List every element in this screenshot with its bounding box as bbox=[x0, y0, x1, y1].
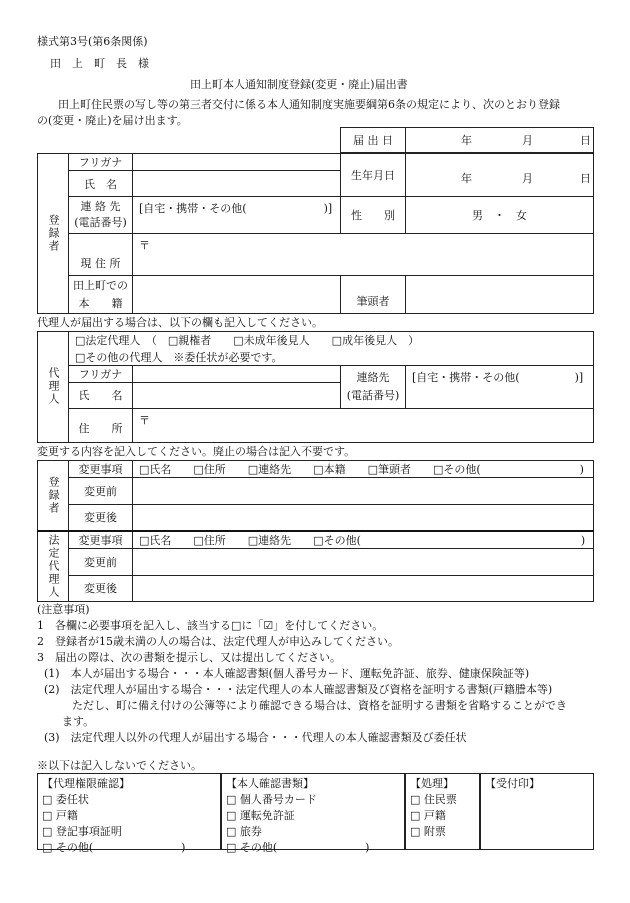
id-document-item[interactable]: □ 運転免許証 bbox=[226, 808, 295, 822]
note-3-2: (2) 法定代理人が届出する場合・・・法定代理人の本人確認書類及び資格を証明する書類(戸籍謄本等) bbox=[44, 683, 553, 696]
agent-contact-label: 連絡先 (電話番号) bbox=[341, 365, 406, 408]
agent-furigana-input[interactable] bbox=[133, 365, 341, 382]
processing-item[interactable]: □ 戸籍 bbox=[410, 808, 446, 822]
authority-item[interactable]: □ 委任状 bbox=[42, 792, 89, 806]
registrant-table bbox=[37, 153, 594, 314]
id-document-box bbox=[221, 773, 405, 854]
filing-date-table bbox=[340, 127, 594, 153]
note-3-3: (3) 法定代理人以外の代理人が届出する場合・・・代理人の本人確認書類及び委任状 bbox=[44, 731, 467, 744]
agent-name-input[interactable] bbox=[133, 382, 341, 408]
agent-address-input[interactable]: 〒 bbox=[133, 408, 594, 442]
changes-table bbox=[37, 460, 594, 602]
registrant-section-label: 登録者 bbox=[38, 154, 69, 314]
reception-stamp-title: 【受付印】 bbox=[485, 777, 540, 790]
address-input[interactable]: 〒 bbox=[133, 234, 594, 276]
agent-before-input[interactable] bbox=[133, 549, 594, 575]
domicile-label: 田上町での 本 籍 bbox=[69, 276, 133, 314]
sex-options[interactable]: 男 ・ 女 bbox=[406, 197, 594, 234]
id-document-item[interactable]: □ 旅券 bbox=[226, 824, 262, 838]
filing-date-field[interactable]: 年 月 日 bbox=[406, 128, 594, 153]
agent-furigana-label: フリガナ bbox=[69, 365, 133, 382]
furigana-label: フリガナ bbox=[69, 154, 133, 171]
change-note: 変更する内容を記入してください。廃止の場合は記入不要です。 bbox=[37, 445, 356, 458]
page-title: 田上町本人通知制度登録(変更・廃止)届出書 bbox=[190, 78, 408, 91]
processing-box bbox=[405, 773, 480, 850]
before-label: 変更前 bbox=[69, 478, 133, 504]
agent-after-label: 変更後 bbox=[69, 575, 133, 601]
authority-item[interactable]: □ その他( ) bbox=[42, 840, 186, 854]
agent-note: 代理人が届出する場合は、以下の欄も記入してください。 bbox=[37, 316, 323, 329]
head-of-household-input[interactable] bbox=[406, 276, 594, 314]
after-label: 変更後 bbox=[69, 504, 133, 530]
agent-change-items[interactable]: □氏名 □住所 □連絡先 □その他( ) bbox=[133, 531, 594, 549]
agent-change-items-label: 変更事項 bbox=[69, 531, 133, 549]
agent-address-label: 住 所 bbox=[69, 408, 133, 442]
id-document-item[interactable]: □ 個人番号カード bbox=[226, 792, 317, 806]
authority-item[interactable]: □ 登記事項証明 bbox=[42, 824, 122, 838]
agent-before-label: 変更前 bbox=[69, 549, 133, 575]
agent-table bbox=[37, 331, 594, 443]
registrant-after-input[interactable] bbox=[133, 504, 594, 530]
form-number: 様式第3号(第6条関係) bbox=[37, 35, 148, 48]
change-items-label: 変更事項 bbox=[69, 461, 133, 478]
name-input[interactable] bbox=[133, 171, 341, 197]
agent-section-label: 代理人 bbox=[38, 332, 69, 443]
id-document-item[interactable]: □ その他( ) bbox=[226, 840, 370, 854]
note-3-1: (1) 本人が届出する場合・・・本人確認書類(個人番号カード、運転免許証、旅券、健康保険証等) bbox=[44, 667, 530, 680]
address-label: 現 住 所 bbox=[69, 234, 133, 276]
other-agent-option[interactable]: □その他の代理人 ※委任状が必要です。 bbox=[69, 349, 594, 366]
office-use-note: ※以下は記入しないでください。 bbox=[37, 759, 202, 772]
reception-stamp-box bbox=[480, 773, 594, 850]
addressee: 田 上 町 長 様 bbox=[50, 57, 149, 70]
contact-label: 連 絡 先 (電話番号) bbox=[69, 197, 133, 234]
note-2: 2 登録者が15歳未満の人の場合は、法定代理人が申込みしてください。 bbox=[37, 635, 399, 648]
birth-date-label: 生年月日 bbox=[341, 154, 406, 197]
agent-name-label: 氏 名 bbox=[69, 382, 133, 408]
processing-item[interactable]: □ 附票 bbox=[410, 824, 446, 838]
authority-check-title: 【代理権限確認】 bbox=[42, 777, 130, 790]
changes-registrant-label: 登録者 bbox=[38, 461, 69, 531]
contact-input[interactable]: [自宅・携帯・その他( )] bbox=[133, 197, 341, 234]
authority-item[interactable]: □ 戸籍 bbox=[42, 808, 78, 822]
name-label: 氏 名 bbox=[69, 171, 133, 197]
furigana-input[interactable] bbox=[133, 154, 341, 171]
domicile-input[interactable] bbox=[133, 276, 341, 314]
intro-text-line2: の(変更・廃止)を届け出ます。 bbox=[37, 114, 188, 127]
note-3-2-c: ます。 bbox=[62, 715, 95, 728]
processing-title: 【処理】 bbox=[410, 777, 454, 790]
registrant-before-input[interactable] bbox=[133, 478, 594, 504]
agent-contact-input[interactable]: [自宅・携帯・その他( )] bbox=[406, 365, 594, 408]
agent-after-input[interactable] bbox=[133, 575, 594, 601]
registrant-change-items[interactable]: □氏名 □住所 □連絡先 □本籍 □筆頭者 □その他( ) bbox=[133, 461, 594, 478]
note-3: 3 届出の際は、次の書類を提示し、又は提出してください。 bbox=[37, 651, 341, 664]
note-1: 1 各欄に必要事項を記入し、該当する□に「☑」を付してください。 bbox=[37, 619, 384, 632]
intro-text-line1: 田上町住民票の写し等の第三者交付に係る本人通知制度実施要綱第6条の規定により、次のとおり登録 bbox=[58, 98, 560, 111]
sex-label: 性 別 bbox=[341, 197, 406, 234]
birth-date-field[interactable]: 年 月 日 bbox=[406, 154, 594, 197]
head-of-household-label: 筆頭者 bbox=[341, 276, 406, 314]
filing-date-label: 届 出 日 bbox=[341, 128, 406, 153]
legal-agent-options[interactable]: □法定代理人 （ □親権者 □未成年後見人 □成年後見人 ） bbox=[69, 332, 594, 349]
authority-check-box bbox=[37, 773, 221, 854]
id-document-title: 【本人確認書類】 bbox=[226, 777, 314, 790]
changes-legal-agent-label: 法定代理人 bbox=[38, 531, 69, 602]
notes-heading: (注意事項) bbox=[37, 603, 90, 616]
note-3-2-b: ただし、町に備え付けの公簿等により確認できる場合は、資格を証明する書類を省略することができ bbox=[72, 699, 567, 712]
processing-item[interactable]: □ 住民票 bbox=[410, 792, 457, 806]
